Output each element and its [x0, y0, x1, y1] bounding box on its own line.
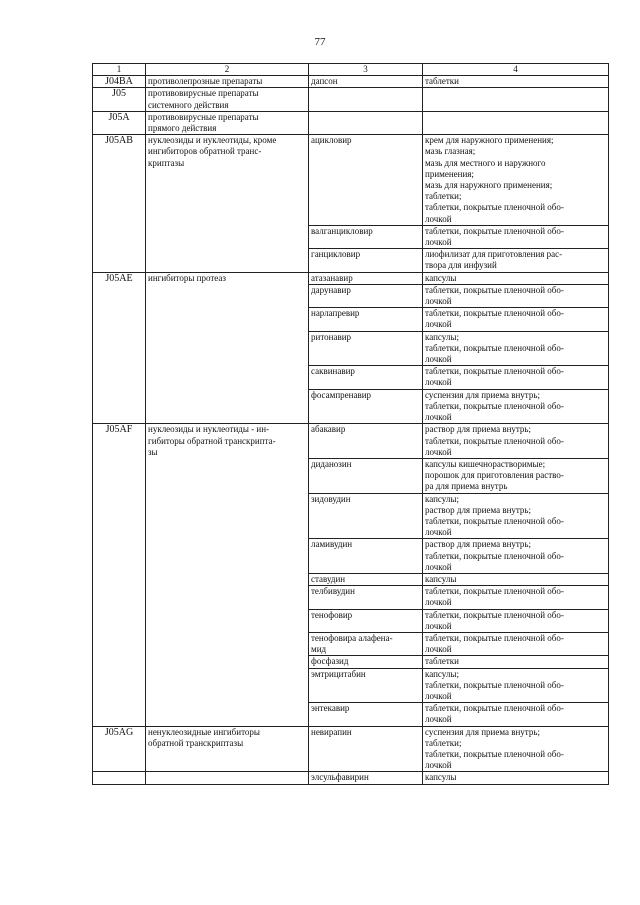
table-row: [93, 88, 609, 111]
column-header: 2: [146, 64, 309, 76]
dosage-forms: таблетки, покрытые пленочной обо- лочкой: [423, 308, 609, 331]
table-header-row: [93, 64, 609, 76]
dosage-forms: таблетки, покрытые пленочной обо- лочкой: [423, 284, 609, 307]
drug-name: атазанавир: [309, 272, 423, 284]
dosage-forms: таблетки: [423, 76, 609, 88]
table-row: [93, 76, 609, 88]
drug-name: саквинавир: [309, 366, 423, 389]
empty-cell: [309, 111, 423, 134]
atc-code: J05A: [93, 111, 146, 134]
empty-cell: [93, 772, 146, 784]
atc-group-name: противолепрозные препараты: [146, 76, 309, 88]
dosage-forms: раствор для приема внутрь; таблетки, покрытые пленочной обо- лочкой: [423, 424, 609, 459]
drug-name: ритонавир: [309, 331, 423, 366]
dosage-forms: капсулы; таблетки, покрытые пленочной обо- лочкой: [423, 668, 609, 703]
table-body: [93, 76, 609, 784]
dosage-forms: таблетки, покрытые пленочной обо- лочкой: [423, 366, 609, 389]
drug-name: дапсон: [309, 76, 423, 88]
column-header: 4: [423, 64, 609, 76]
page-number: 77: [314, 36, 326, 48]
table-row: [93, 726, 609, 772]
dosage-forms: крем для наружного применения; мазь глазная; мазь для местного и наружного применения; мазь для наружного применения; таблетки; таблетки, покрытые пленочной обо- лочкой: [423, 135, 609, 226]
dosage-forms: суспензия для приема внутрь; таблетки, покрытые пленочной обо- лочкой: [423, 389, 609, 424]
empty-cell: [309, 88, 423, 111]
table-row: [93, 135, 609, 226]
dosage-forms: капсулы: [423, 272, 609, 284]
drug-name: фосампренавир: [309, 389, 423, 424]
dosage-forms: раствор для приема внутрь; таблетки, покрытые пленочной обо- лочкой: [423, 539, 609, 574]
drug-name: абакавир: [309, 424, 423, 459]
atc-group-name: противовирусные препараты прямого действия: [146, 111, 309, 134]
drug-name: диданозин: [309, 458, 423, 493]
table-row: [93, 424, 609, 459]
atc-group-name: нуклеозиды и нуклеотиды, кроме ингибиторов обратной транс- криптазы: [146, 135, 309, 272]
dosage-forms: таблетки: [423, 656, 609, 668]
drug-name: ставудин: [309, 573, 423, 585]
dosage-forms: таблетки, покрытые пленочной обо- лочкой: [423, 586, 609, 609]
dosage-forms: лиофилизат для приготовления рас- твора для инфузий: [423, 249, 609, 272]
dosage-forms: капсулы кишечнорастворимые; порошок для приготовления раство- ра для приема внутрь: [423, 458, 609, 493]
dosage-forms: капсулы; таблетки, покрытые пленочной обо- лочкой: [423, 331, 609, 366]
drug-name: тенофовира алафена- мид: [309, 632, 423, 655]
atc-code: J05AE: [93, 272, 146, 424]
drug-name: телбивудин: [309, 586, 423, 609]
drug-name: фосфазид: [309, 656, 423, 668]
drug-name: дарунавир: [309, 284, 423, 307]
table-row: [93, 111, 609, 134]
column-header: 1: [93, 64, 146, 76]
atc-code: J05AB: [93, 135, 146, 272]
dosage-forms: таблетки, покрытые пленочной обо- лочкой: [423, 632, 609, 655]
drug-name: невирапин: [309, 726, 423, 772]
drug-name: эмтрицитабин: [309, 668, 423, 703]
atc-group-name: ненуклеозидные ингибиторы обратной транскриптазы: [146, 726, 309, 772]
drug-name: зидовудин: [309, 493, 423, 539]
table-row: [93, 272, 609, 284]
empty-cell: [423, 111, 609, 134]
atc-code: J05AG: [93, 726, 146, 772]
atc-group-name: нуклеозиды и нуклеотиды - ин- гибиторы обратной транскрипта- зы: [146, 424, 309, 726]
empty-cell: [423, 88, 609, 111]
dosage-forms: таблетки, покрытые пленочной обо- лочкой: [423, 609, 609, 632]
drug-name: ацикловир: [309, 135, 423, 226]
atc-group-name: противовирусные препараты системного действия: [146, 88, 309, 111]
drug-classification-table: [92, 63, 609, 785]
drug-name: валганцикловир: [309, 225, 423, 248]
drug-name: тенофовир: [309, 609, 423, 632]
dosage-forms: таблетки, покрытые пленочной обо- лочкой: [423, 225, 609, 248]
atc-code: J05AF: [93, 424, 146, 726]
dosage-forms: таблетки, покрытые пленочной обо- лочкой: [423, 703, 609, 726]
column-header: 3: [309, 64, 423, 76]
table-row: [93, 772, 609, 784]
drug-name: энтекавир: [309, 703, 423, 726]
atc-code: J05: [93, 88, 146, 111]
drug-name: ганцикловир: [309, 249, 423, 272]
atc-code: J04BA: [93, 76, 146, 88]
drug-name: нарлапревир: [309, 308, 423, 331]
atc-group-name: ингибиторы протеаз: [146, 272, 309, 424]
dosage-forms: капсулы: [423, 772, 609, 784]
drug-name: ламивудин: [309, 539, 423, 574]
dosage-forms: капсулы: [423, 573, 609, 585]
dosage-forms: суспензия для приема внутрь; таблетки; таблетки, покрытые пленочной обо- лочкой: [423, 726, 609, 772]
empty-cell: [146, 772, 309, 784]
drug-name: элсульфавирин: [309, 772, 423, 784]
dosage-forms: капсулы; раствор для приема внутрь; таблетки, покрытые пленочной обо- лочкой: [423, 493, 609, 539]
